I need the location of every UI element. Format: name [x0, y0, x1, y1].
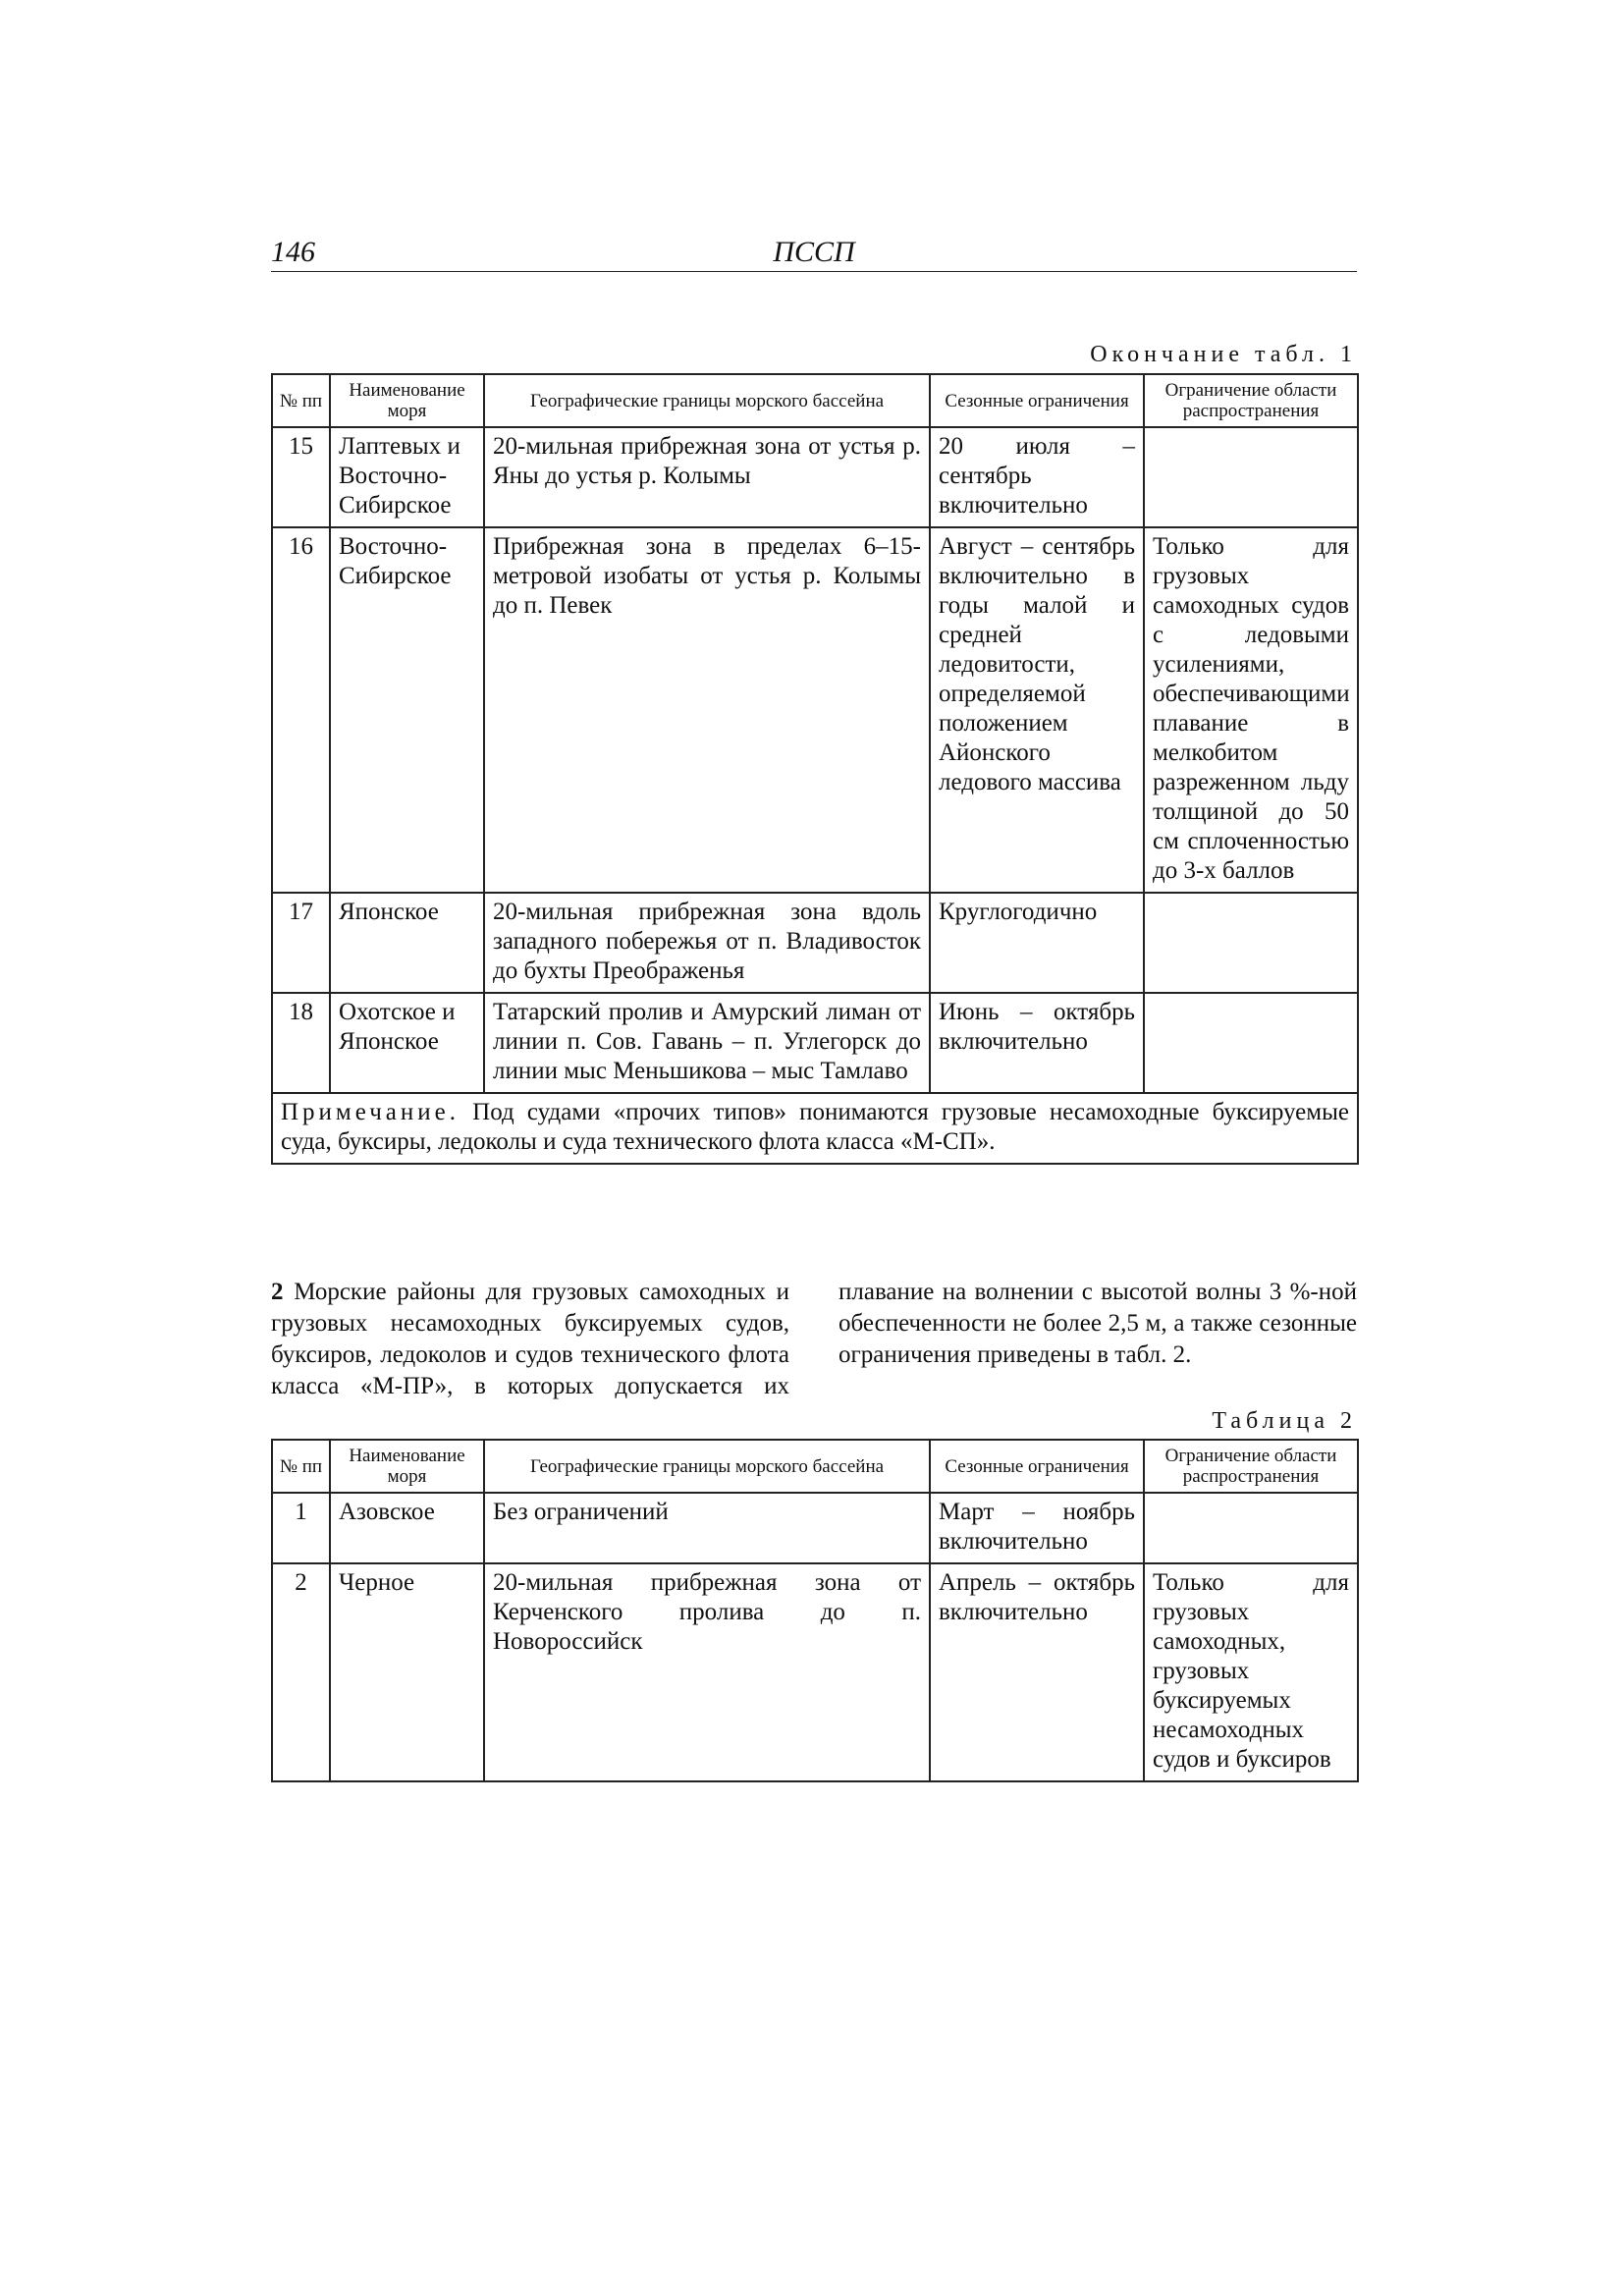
paragraph-text: Морские районы для грузовых самоходных и грузовых несамоходных буксируемых судов, буксиров, ледоколов и судов технического флота класса «М-ПР», в которых допускается их плавание на волнении с высотой волны 3 %-ной обеспеченности не более 2,5 м, а также сезонные ограничения приведены в табл. 2.: [271, 1279, 1357, 1399]
basin-bounds: 20-мильная прибрежная зона от устья р. Яны до устья р. Колымы: [484, 427, 930, 527]
row-number: 15: [272, 427, 330, 527]
col-header-sea: Наименование моря: [330, 1440, 484, 1493]
scope-limit: [1144, 427, 1358, 527]
table-row: [272, 1493, 1358, 1563]
basin-bounds: 20-мильная прибрежная зона от Керченского пролива до п. Новороссийск: [484, 1563, 930, 1781]
table2: [271, 1439, 1359, 1782]
page-header: [271, 236, 1357, 272]
table-row: [272, 427, 1358, 527]
table1-note: [272, 1093, 1358, 1164]
col-header-scope: Ограничение области распространения: [1144, 374, 1358, 427]
page-number: 146: [271, 236, 315, 268]
col-header-bounds: Географические границы морского бассейна: [484, 1440, 930, 1493]
season-limit: Июнь – октябрь включительно: [930, 993, 1144, 1093]
scope-limit: [1144, 1493, 1358, 1563]
row-number: 2: [272, 1563, 330, 1781]
col-header-bounds: Географические границы морского бассейна: [484, 374, 930, 427]
col-header-scope: Ограничение области распространения: [1144, 1440, 1358, 1493]
basin-bounds: Татарский пролив и Амурский лиман от линии п. Сов. Гавань – п. Углегорск до линии мыс Меньшикова – мыс Тамлаво: [484, 993, 930, 1093]
table1-note-row: [272, 1093, 1358, 1164]
sea-name: Восточно-Сибирское: [330, 527, 484, 893]
basin-bounds: 20-мильная прибрежная зона вдоль западного побережья от п. Владивосток до бухты Преображенья: [484, 893, 930, 993]
basin-bounds: Прибрежная зона в пределах 6–15-метровой изобаты от устья р. Колымы до п. Певек: [484, 527, 930, 893]
season-limit: Март – ноябрь включительно: [930, 1493, 1144, 1563]
note-label: Примечание.: [281, 1099, 460, 1125]
paragraph-number: 2: [271, 1279, 284, 1305]
table-row: [272, 1563, 1358, 1781]
season-limit: Апрель – октябрь включительно: [930, 1563, 1144, 1781]
col-header-num: № пп: [272, 1440, 330, 1493]
table-row: [272, 527, 1358, 893]
scope-limit: Только для грузовых самоходных судов с ледовыми усилениями, обеспечивающими плавание в мелкобитом разреженном льду толщиной до 50 см сплоченностью до 3-х баллов: [1144, 527, 1358, 893]
sea-name: Азовское: [330, 1493, 484, 1563]
scope-limit: [1144, 993, 1358, 1093]
table2-header-row: [272, 1440, 1358, 1493]
sea-name: Охотское и Японское: [330, 993, 484, 1093]
table-row: [272, 893, 1358, 993]
table1-caption: Окончание табл. 1: [1090, 342, 1357, 367]
scope-limit: Только для грузовых самоходных, грузовых буксируемых несамоходных судов и буксиров: [1144, 1563, 1358, 1781]
running-title: ПССП: [773, 236, 855, 268]
row-number: 16: [272, 527, 330, 893]
row-number: 1: [272, 1493, 330, 1563]
col-header-sea: Наименование моря: [330, 374, 484, 427]
col-header-season: Сезонные ограничения: [930, 1440, 1144, 1493]
row-number: 18: [272, 993, 330, 1093]
table2-caption: Таблица 2: [1212, 1408, 1357, 1434]
scope-limit: [1144, 893, 1358, 993]
note-text: Под судами «прочих типов» понимаются грузовые несамоходные буксируемые суда, буксиры, ледоколы и суда технического флота класса «М-СП».: [281, 1099, 1349, 1155]
sea-name: Лаптевых и Восточно-Сибирское: [330, 427, 484, 527]
col-header-num: № пп: [272, 374, 330, 427]
paragraph-2: [271, 1277, 1357, 1402]
sea-name: Черное: [330, 1563, 484, 1781]
season-limit: Круглогодично: [930, 893, 1144, 993]
table1: [271, 373, 1359, 1165]
table-row: [272, 993, 1358, 1093]
table1-header-row: [272, 374, 1358, 427]
row-number: 17: [272, 893, 330, 993]
season-limit: Август – сентябрь включительно в годы малой и средней ледовитости, определяемой положением Айонского ледового массива: [930, 527, 1144, 893]
season-limit: 20 июля – сентябрь включительно: [930, 427, 1144, 527]
basin-bounds: Без ограничений: [484, 1493, 930, 1563]
col-header-season: Сезонные ограничения: [930, 374, 1144, 427]
sea-name: Японское: [330, 893, 484, 993]
